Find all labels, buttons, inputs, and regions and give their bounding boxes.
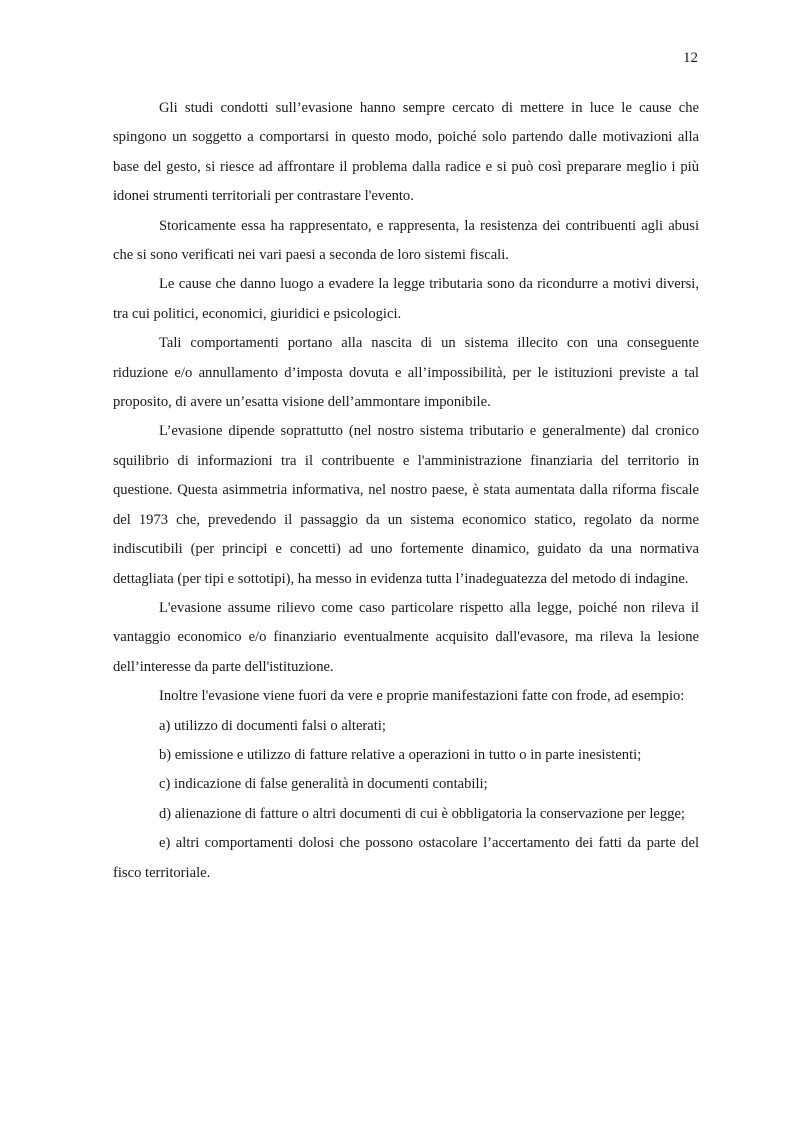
paragraph: Tali comportamenti portano alla nascita di un sistema illecito con una conseguente riduzione e/o annullamento d’imposta dovuta e all’impossibilità, per le istituzioni previste a tal proposito, di avere un’esatta visione dell’ammontare imponibile. [113, 335, 699, 411]
paragraph: Inoltre l'evasione viene fuori da vere e proprie manifestazioni fatte con frode, ad esempio: [159, 688, 685, 705]
list-item: c) indicazione di false generalità in documenti contabili; [159, 776, 488, 793]
paragraph: Le cause che danno luogo a evadere la legge tributaria sono da ricondurre a motivi diversi, tra cui politici, economici, giuridici e psicologici. [113, 276, 699, 322]
paragraph: L'evasione assume rilievo come caso particolare rispetto alla legge, poiché non rileva il vantaggio economico e/o finanziario eventualmente acquisito dall'evasore, ma rileva la lesione dell’interesse da parte dell'istituzione. [113, 599, 699, 675]
list-item: d) alienazione di fatture o altri documenti di cui è obbligatoria la conservazione per legge; [159, 805, 685, 822]
list-item: a) utilizzo di documenti falsi o alterati; [159, 717, 386, 734]
paragraph: Storicamente essa ha rappresentato, e rappresenta, la resistenza dei contribuenti agli abusi che si sono verificati nei vari paesi a seconda de loro sistemi fiscali. [113, 217, 699, 264]
list-item: b) emissione e utilizzo di fatture relative a operazioni in tutto o in parte inesistenti; [159, 746, 642, 763]
page-number: 12 [683, 50, 698, 66]
body-text [113, 94, 699, 888]
paragraph: Gli studi condotti sull’evasione hanno sempre cercato di mettere in luce le cause che spingono un soggetto a comportarsi in questo modo, poiché solo partendo dalle motivazioni alla base del gesto, si riesce ad affrontare il problema dalla radice e si può così preparare meglio i più idonei strumenti territoriali per contrastare l'evento. [113, 100, 699, 205]
list-item: e) altri comportamenti dolosi che possono ostacolare l’accertamento dei fatti da parte del fisco territoriale. [113, 835, 699, 881]
paragraph: L’evasione dipende soprattutto (nel nostro sistema tributario e generalmente) dal cronico squilibrio di informazioni tra il contribuente e l'amministrazione finanziaria del territorio in questione. Questa asimmetria informativa, nel nostro paese, è stata aumentata dalla riforma fiscale del 1973 che, prevedendo il passaggio da un sistema economico statico, regolato da norme indiscutibili (per principi e concetti) ad uno fortemente dinamico, guidato da una normativa dettagliata (per tipi e sottotipi), ha messo in evidenza tutta l’inadeguatezza del metodo di indagine. [113, 423, 699, 587]
